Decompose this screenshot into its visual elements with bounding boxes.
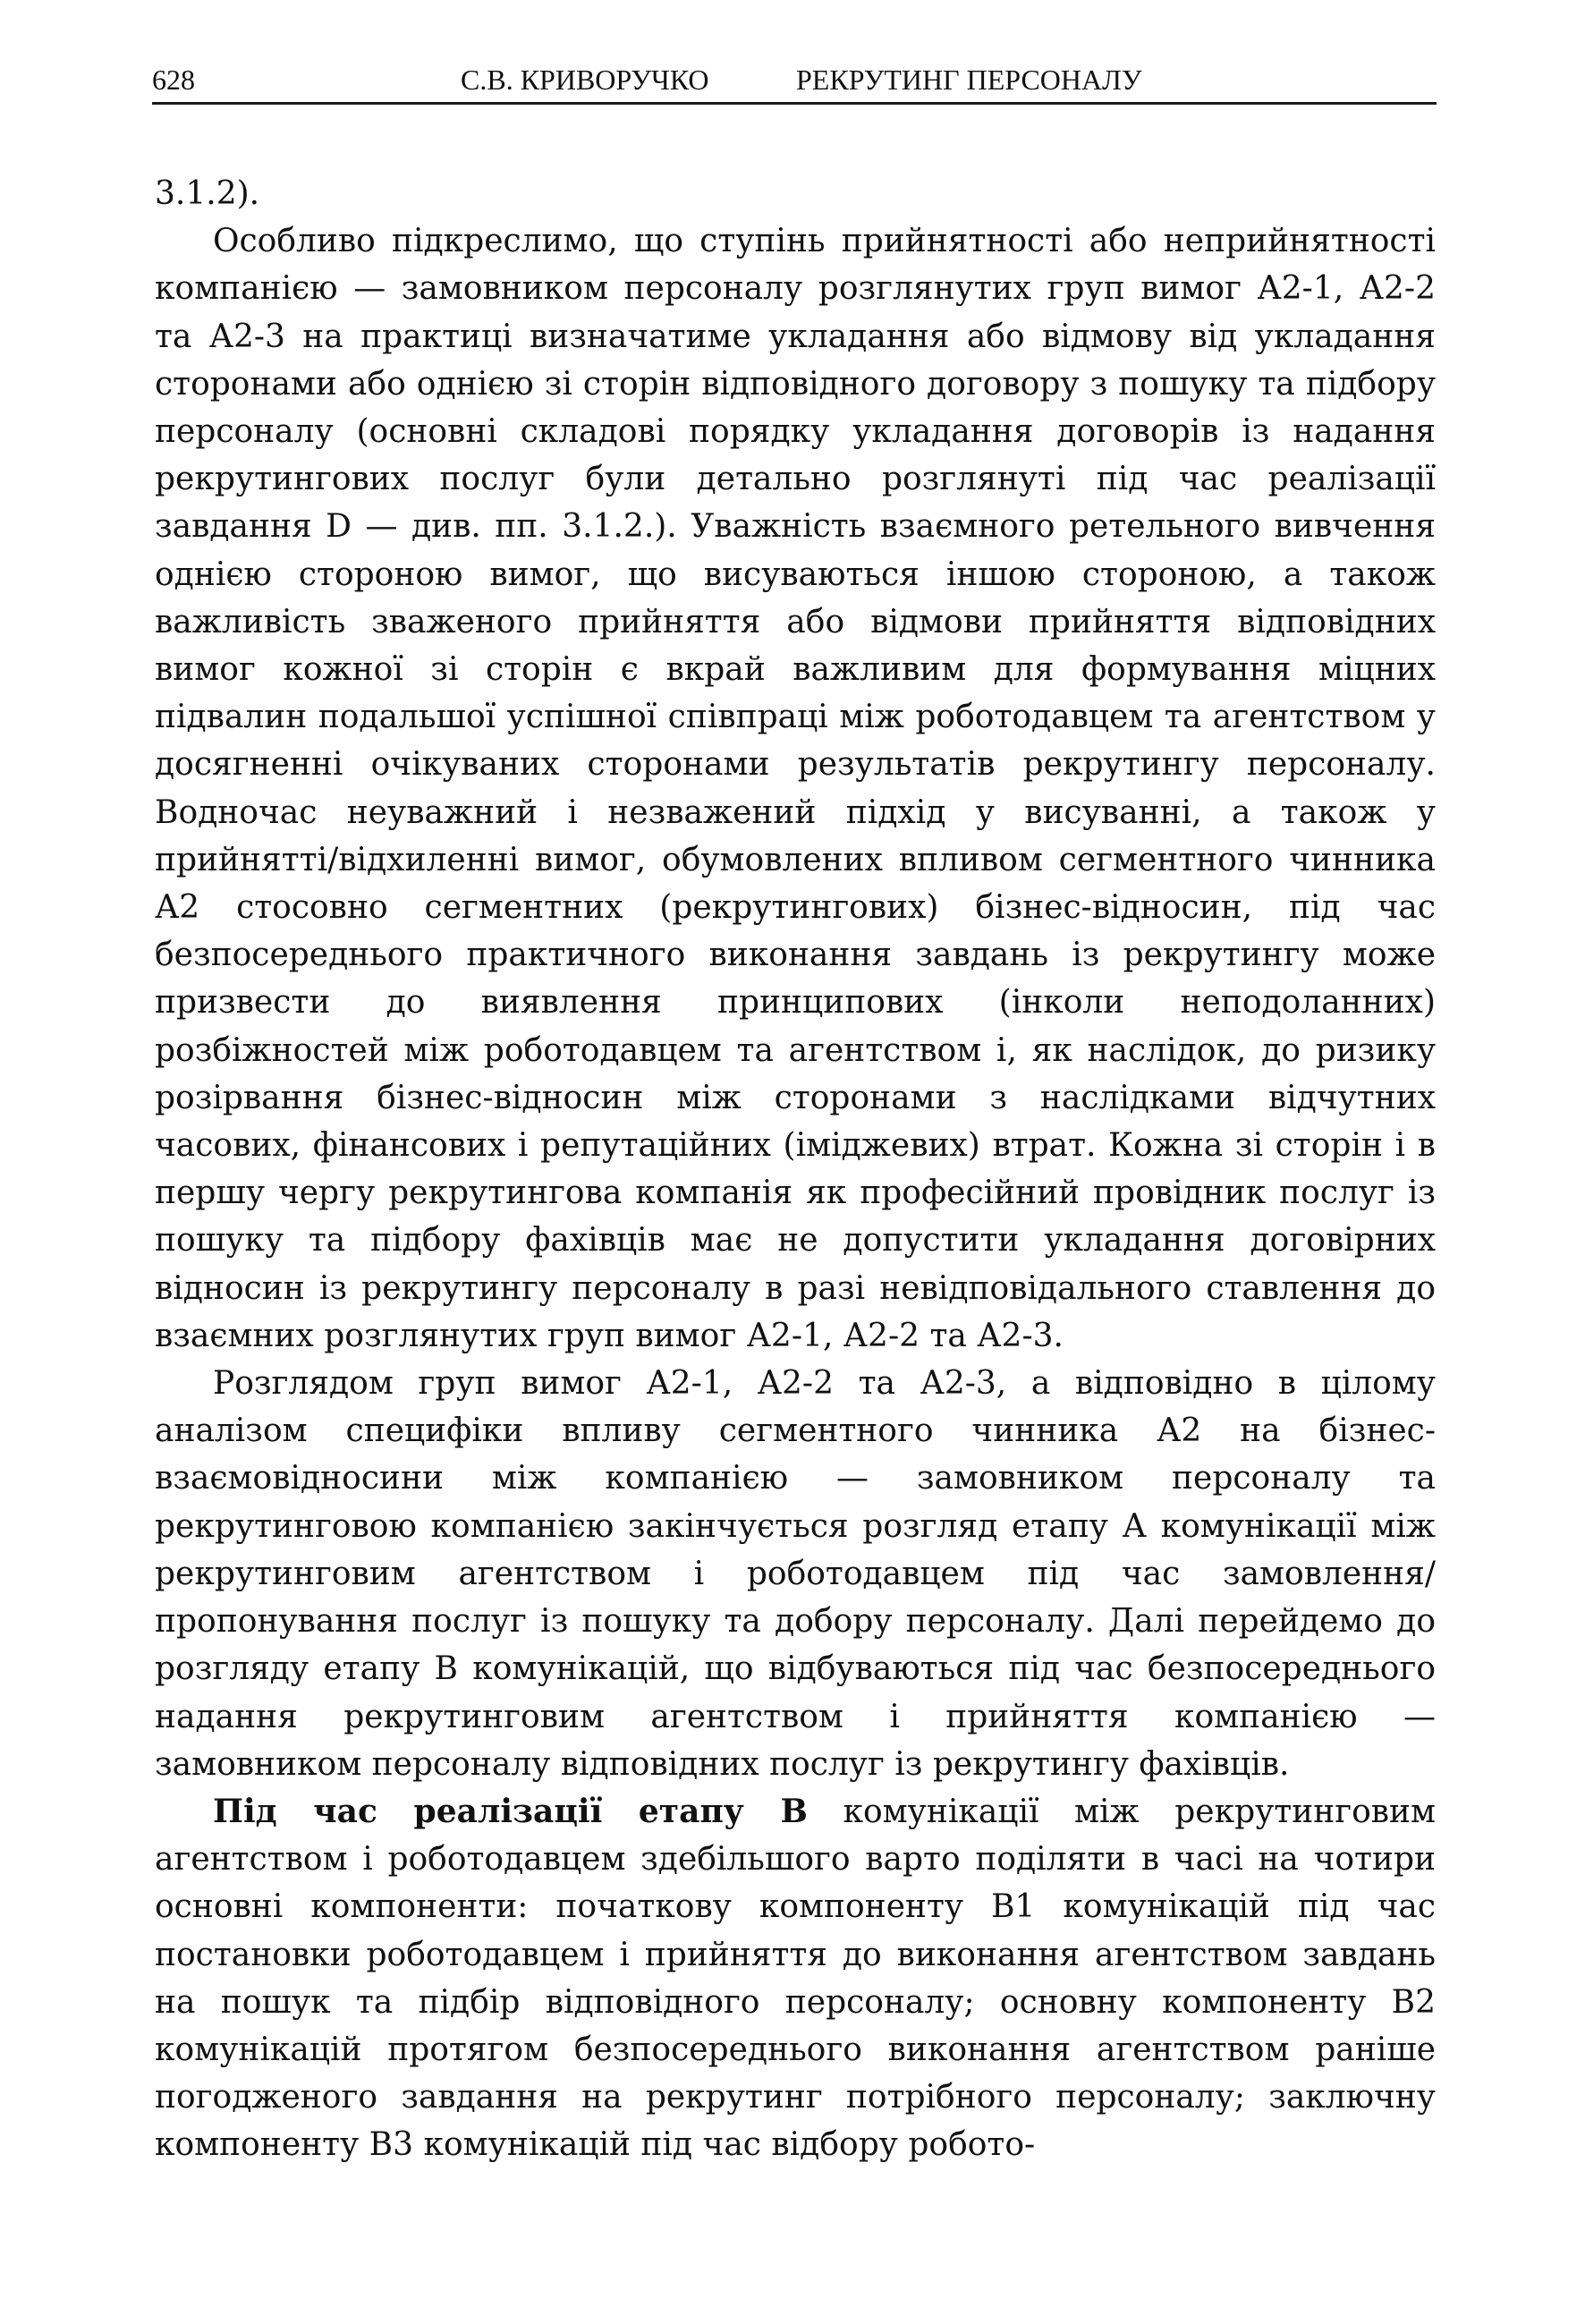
page-number: 628 (152, 64, 195, 96)
paragraph-continuation: 3.1.2). (155, 175, 260, 212)
paragraph-text: комунікації між рекрутинговим агентством і роботодавцем здебільшого варто поділяти в часі на чотири основні компоненти: початкову компоненту В1 комунікацій під час постановки роботодавцем і прийняття до виконання агентством завдань на пошук та підбір відповідного персоналу; основну компоненту В2 комунікацій протягом безпосереднього виконання агентством раніше погодженого завдання на рекрутинг потрібного персоналу; заключну компоненту В3 комунікацій під час відбору робото- (155, 1793, 1437, 2164)
paragraph-run-in-heading: Під час реалізації етапу В (213, 1792, 808, 1830)
header-rule (152, 102, 1437, 105)
running-head-author: С.В. КРИВОРУЧКО (461, 64, 709, 96)
running-head (152, 59, 1437, 100)
running-head-title: РЕКРУТИНГ ПЕРСОНАЛУ (796, 64, 1142, 96)
paragraph (155, 1788, 1436, 2169)
paragraph: Розглядом груп вимог А2-1, А2-2 та А2-3, а відповідно в цілому аналізом специфіки впливу сегментного чинника А2 на бізнес-взаємовідносини між компанією — замовником персоналу та рекрутинговою компанією закінчується розгляд етапу А комунікації між рекрутинговим агентством і роботодавцем під час замовлення/пропонування послуг із пошуку та добору персоналу. Далі перейдемо до розгляду етапу В комунікацій, що відбуваються під час безпосереднього надання рекрутинговим агентством і прийняття компанією — замовником персоналу відповідних послуг із рекрутингу фахівців. (155, 1365, 1436, 1783)
body-text (155, 170, 1436, 2169)
paragraph: Особливо підкреслимо, що ступінь прийнятності або неприйнятності компанією — замовником персоналу розглянутих груп вимог А2-1, А2-2 та А2-3 на практиці визначатиме укладання або відмову від укладання сторонами або однією зі сторін відповідного договору з пошуку та підбору персоналу (основні складові порядку укладання договорів із надання рекрутингових послуг були детально розглянуті під час реалізації завдання D — див. пп. 3.1.2.). Уважність взаємного ретельного вивчення однією стороною вимог, що висуваються іншою стороною, а також важливість зваженого прийняття або відмови прийняття відповідних вимог кожної зі сторін є вкрай важливим для формування міцних підвалин подальшої успішної співпраці між роботодавцем та агентством у досягненні очікуваних сторонами результатів рекрутингу персоналу. Водночас неуважний і незважений підхід у висуванні, а також у прийнятті/відхиленні вимог, обумовлених впливом сегментного чинника А2 стосовно сегментних (рекрутингових) бізнес-відносин, під час безпосереднього практичного виконання завдань із рекрутингу може призвести до виявлення принципових (інколи неподоланних) розбіжностей між роботодавцем та агентством і, як наслідок, до ризику розірвання бізнес-відносин між сторонами з наслідками відчутних часових, фінансових і репутаційних (іміджевих) втрат. Кожна зі сторін і в першу чергу рекрутингова компанія як професійний провідник послуг із пошуку та підбору фахівців має не допустити укладання договірних відносин із рекрутингу персоналу в разі невідповідального ставлення до взаємних розглянутих груп вимог А2-1, А2-2 та А2-3. (155, 223, 1436, 1354)
